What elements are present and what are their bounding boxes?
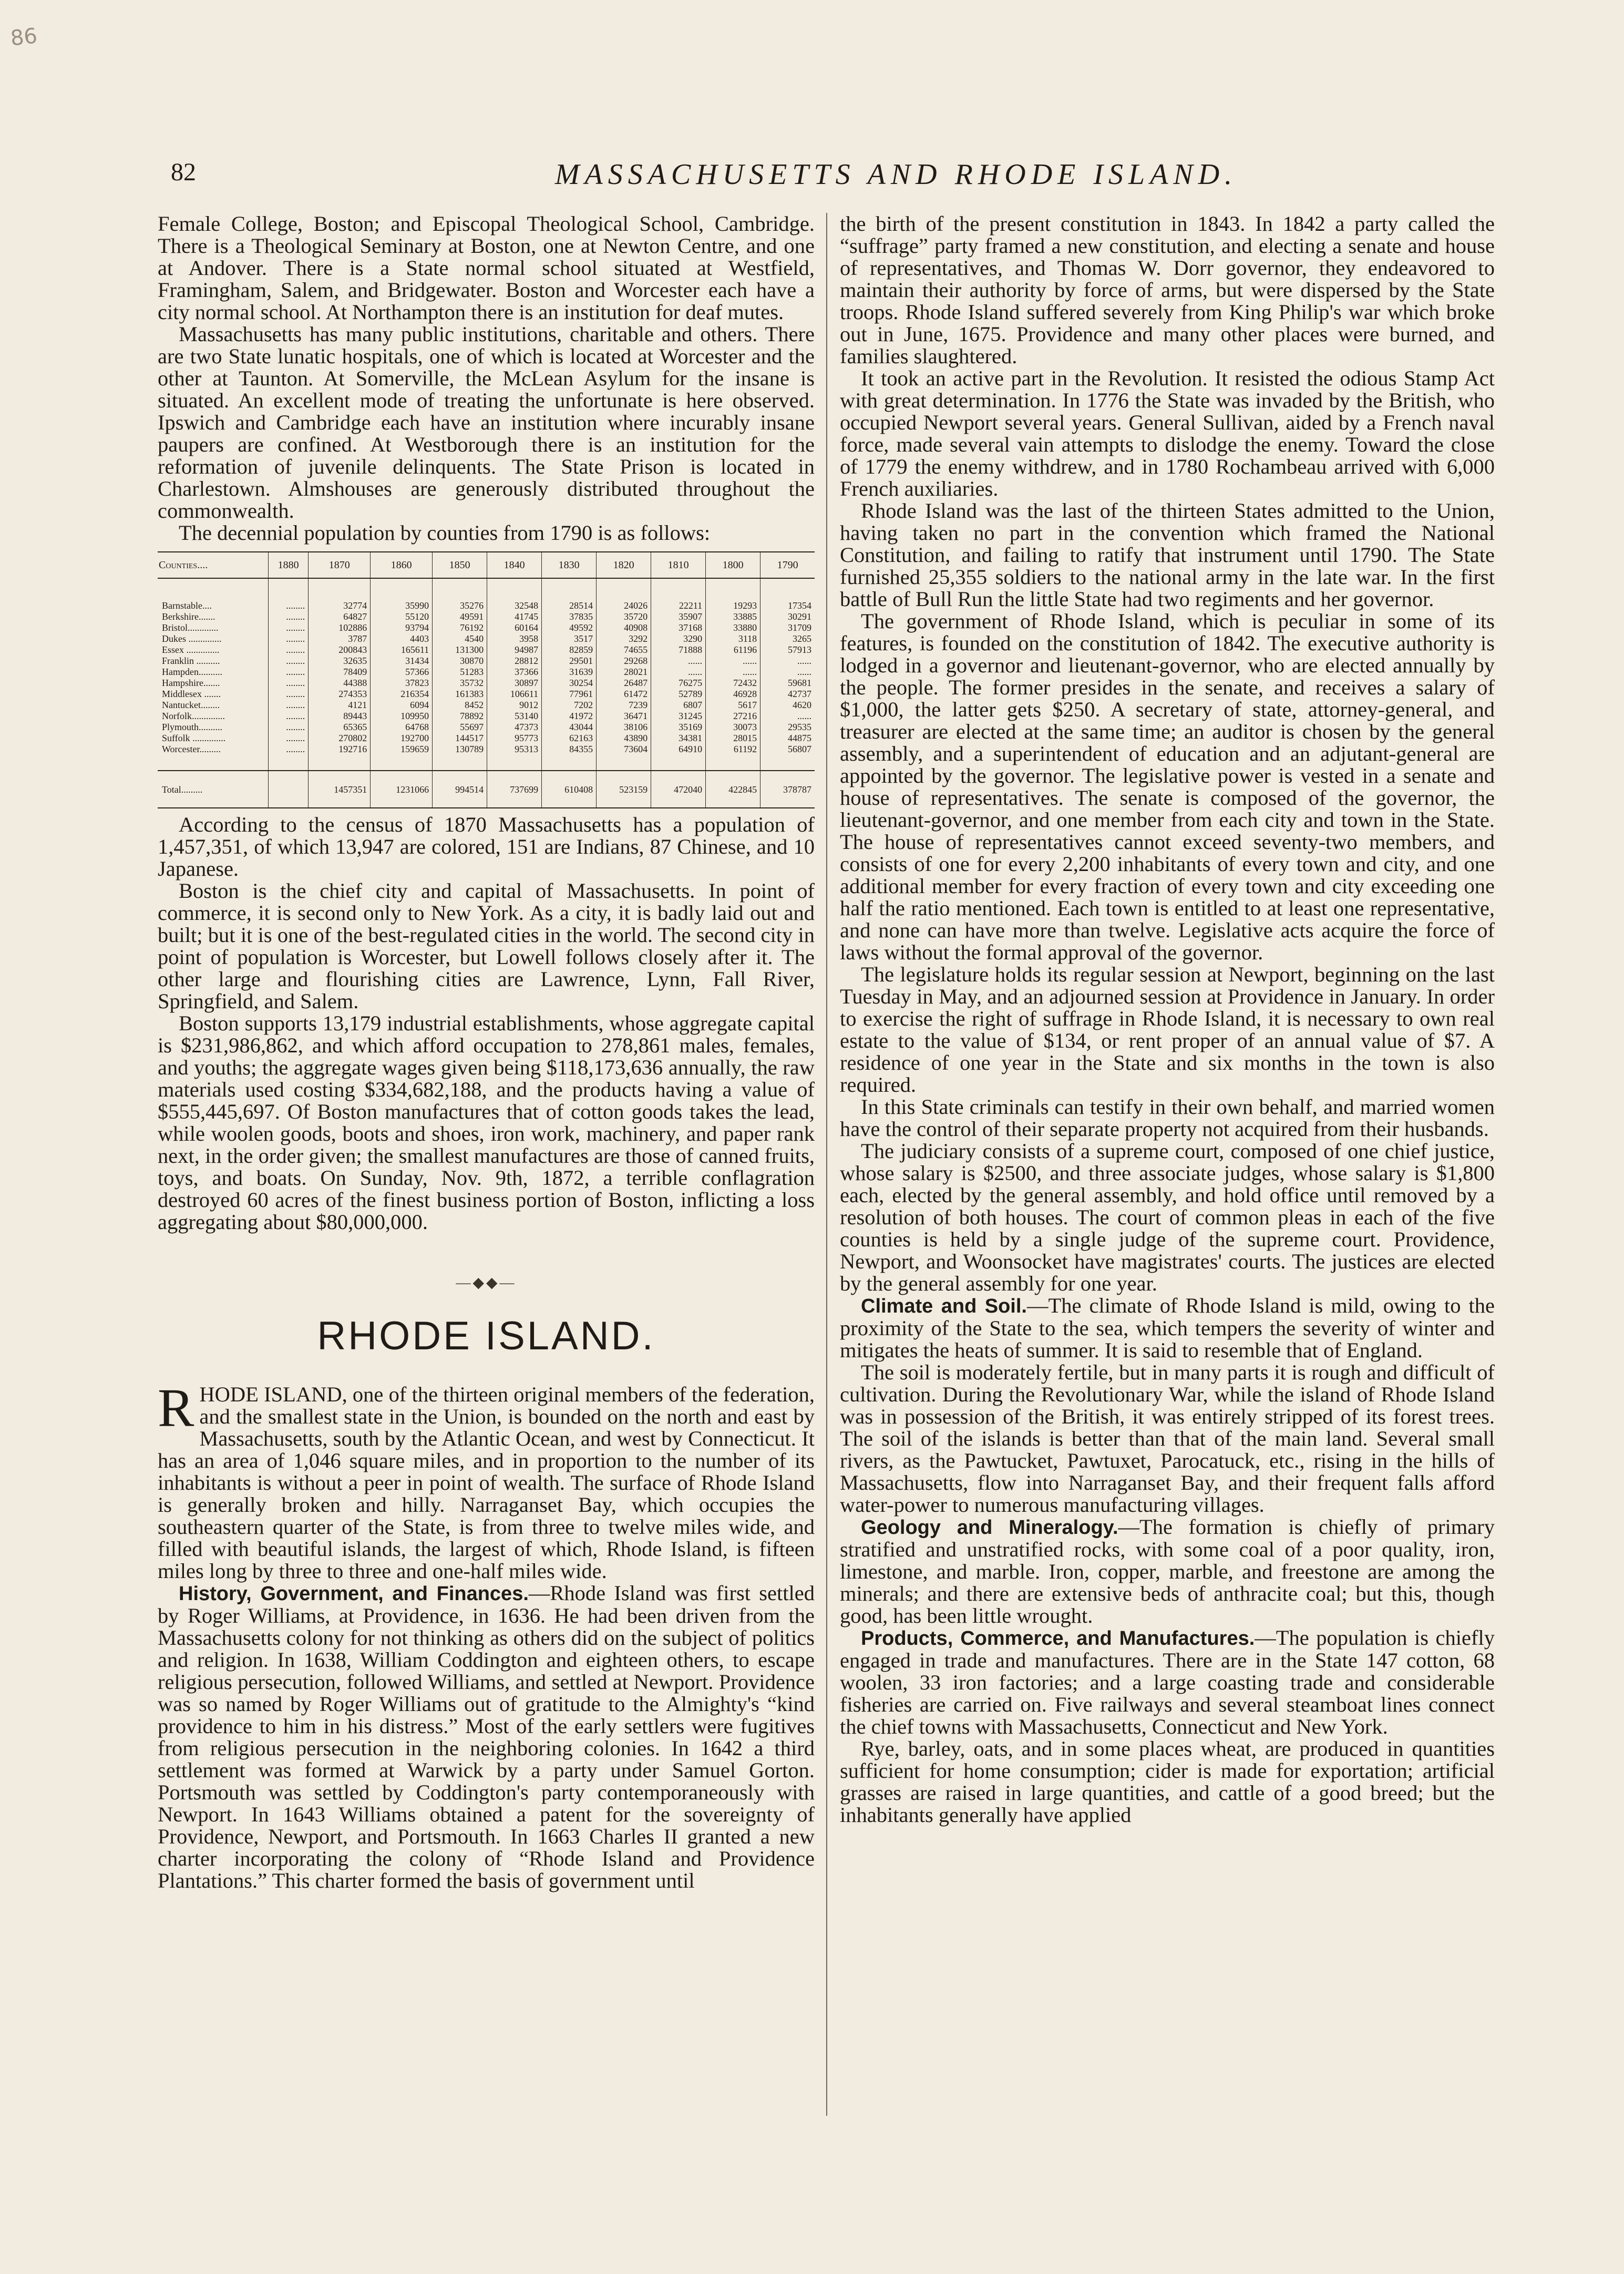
population-cell: 28514 — [542, 578, 597, 611]
population-cell: 82859 — [542, 644, 597, 655]
population-cell: 55120 — [371, 611, 433, 622]
population-cell: 60164 — [487, 622, 542, 633]
col-header: 1820 — [597, 552, 651, 578]
paragraph-text: —Rhode Island was first settled by Roger Williams, at Providence, in 1636. He had been driven from the Massachusetts colony for not thinking as others did on the subject of politics and religion. In 1638, William Coddington and eighteen others, to escape religious persecution, followed Williams, and settled at Newport. Providence was so named by Roger Williams out of gratitude to the Almighty's “kind providence to him in his distress.” Most of the early settlers were fugitives from religious persecution in the neighboring colonies. In 1642 a third settlement was formed at Warwick by a party under Samuel Gorton. Portsmouth was settled by Coddington's party contemporaneously with Newport. In 1643 Williams obtained a patent for the sovereignty of Providence, Newport, and Portsmouth. In 1663 Charles II granted a new charter incorporating the colony of “Rhode Island and Providence Plantations.” This charter formed the basis of government until — [158, 1581, 815, 1892]
population-cell: ........ — [269, 666, 309, 677]
population-cell: 49591 — [433, 611, 487, 622]
population-cell: 161383 — [433, 688, 487, 699]
population-cell: 40908 — [597, 622, 651, 633]
paragraph: Boston supports 13,179 industrial establishments, whose aggregate capital is $231,986,862, and which afford occupation to 278,861 males, females, and youths; the aggregate wages given being $118,173,636 annually, the raw materials used costing $334,682,188, and the products having a value of $555,445,697. Of Boston manufactures that of cotton goods takes the lead, while woolen goods, boots and shoes, iron work, machinery, and paper rank next, in the order given; the smallest manufactures are those of canned fruits, toys, and boats. On Sunday, Nov. 9th, 1872, a terrible conflagration destroyed 60 acres of the finest business portion of Boston, inflicting a loss aggregating about $80,000,000. — [158, 1011, 815, 1234]
population-cell: 28015 — [706, 732, 760, 743]
population-table — [158, 552, 815, 807]
right-column — [840, 213, 1495, 1826]
paragraph-text: —The population is chiefly engaged in trade and manufactures. There are in the State 147 cotton, 68 woolen, 33 iron factories; and a large coasting trade and considerable fisheries are carried on. Five railways and several steamboat lines connect the chief towns with Massachusetts, Connecticut and New York. — [840, 1626, 1495, 1738]
population-cell: 7239 — [597, 699, 651, 710]
paragraph: Massachusetts has many public institutions, charitable and others. There are two State lunatic hospitals, one of which is located at Worcester and the other at Taunton. At Somerville, the McLean Asylum for the insane is situated. An excellent mode of treating the unfortunate is here observed. Ipswich and Cambridge each have an institution where incurably insane paupers are confined. At Westborough there is an institution for the reformation of juvenile delinquents. The State Prison is located in Charlestown. Almshouses are generously distributed throughout the commonwealth. — [158, 322, 815, 523]
population-cell: ...... — [706, 655, 760, 666]
population-cell: ........ — [269, 699, 309, 710]
paragraph-dropcap — [158, 1378, 815, 1583]
population-cell: 41972 — [542, 710, 597, 721]
population-cell: 35907 — [651, 611, 706, 622]
population-cell: 76275 — [651, 677, 706, 688]
county-name-cell: Hampden.......... — [162, 666, 222, 677]
population-cell: 200843 — [309, 644, 371, 655]
population-cell: 109950 — [371, 710, 433, 721]
population-cell: 274353 — [309, 688, 371, 699]
col-header: 1800 — [706, 552, 760, 578]
population-cell: ........ — [269, 710, 309, 721]
col-header: 1830 — [542, 552, 597, 578]
col-header: Counties.... — [158, 552, 269, 578]
population-cell: 32635 — [309, 655, 371, 666]
pencil-margin-note: 86 — [9, 24, 39, 51]
paragraph — [158, 1582, 815, 1892]
table-row — [158, 688, 815, 699]
paragraph: The decennial population by counties from 1790 is as follows: — [179, 521, 711, 545]
population-cell: 37366 — [487, 666, 542, 677]
population-cell: 61472 — [597, 688, 651, 699]
county-name-cell: Middlesex ....... — [162, 688, 221, 699]
population-cell: ........ — [269, 644, 309, 655]
paragraph: In this State criminals can testify in their own behalf, and married women have the control of their separate property not acquired from their husbands. — [840, 1095, 1495, 1141]
population-cell: 52789 — [651, 688, 706, 699]
col-header: 1840 — [487, 552, 542, 578]
population-cell: 30897 — [487, 677, 542, 688]
population-cell: 44875 — [760, 732, 815, 743]
population-cell: 30073 — [706, 721, 760, 732]
population-cell: 35276 — [433, 578, 487, 611]
county-name-cell: Franklin .......... — [162, 655, 220, 666]
population-cell: 144517 — [433, 732, 487, 743]
table-row — [158, 677, 815, 688]
population-cell: 29501 — [542, 655, 597, 666]
population-cell: 22211 — [651, 578, 706, 611]
table-row — [158, 710, 815, 721]
paragraph: The government of Rhode Island, which is peculiar in some of its features, is founded on the constitution of 1842. The executive authority is lodged in a governor and lieutenant-governor, who are elected annually by the people. The former presides in the senate, and receives a salary of $1,000, the latter gets $250. A secretary of state, attorney-general, and treasurer are elected at the same time; an auditor is chosen by the general assembly, and a superintendent of education and an adjutant-general are appointed by the governor. The legislative power is vested in a senate and house of representatives. The senate is composed of the governor, the lieutenant-governor, and one member from each city and town in the State. The house of representatives cannot exceed seventy-two members, and consists of one for every 2,200 inhabitants of every town and city, and one additional member for every fraction of every town and city exceeding one half the ratio mentioned. Each town is entitled to at least one representative, and none can have more than twelve. Legislative acts acquire the force of laws without the formal approval of the governor. — [840, 609, 1495, 964]
col-header: 1880 — [269, 552, 309, 578]
table-row — [158, 622, 815, 633]
page-header — [171, 158, 1485, 200]
population-cell: 77961 — [542, 688, 597, 699]
population-cell: 43890 — [597, 732, 651, 743]
population-cell: 35990 — [371, 578, 433, 611]
table-total-row — [158, 771, 815, 807]
population-cell: 30254 — [542, 677, 597, 688]
population-cell: 41745 — [487, 611, 542, 622]
total-cell: 737699 — [487, 771, 542, 807]
population-cell: 51283 — [433, 666, 487, 677]
table-row — [158, 655, 815, 666]
col-header: 1810 — [651, 552, 706, 578]
paragraph — [840, 1627, 1495, 1738]
population-cell: 73604 — [597, 743, 651, 771]
paragraph: The legislature holds its regular session at Newport, beginning on the last Tuesday in May, and an adjourned session at Providence in January. In order to exercise the right of suffrage in Rhode Island, it is necessary to own real estate to the value of $134, or rent proper of an annual value of $7. A residence of one year in the State and six months in the town is also required. — [840, 962, 1495, 1097]
population-cell: 102886 — [309, 622, 371, 633]
population-cell: 84355 — [542, 743, 597, 771]
population-cell: 159659 — [371, 743, 433, 771]
page-number: 82 — [171, 158, 196, 186]
population-cell: ........ — [269, 688, 309, 699]
population-cell: 65365 — [309, 721, 371, 732]
total-cell: 523159 — [597, 771, 651, 807]
left-column — [158, 213, 815, 1892]
population-cell: 42737 — [760, 688, 815, 699]
population-cell: 62163 — [542, 732, 597, 743]
population-cell: 64768 — [371, 721, 433, 732]
paragraph — [840, 1295, 1495, 1361]
paragraph: Female College, Boston; and Episcopal Theological School, Cambridge. There is a Theological Seminary at Boston, one at Newton Centre, and one at Andover. There is a State normal school situated at Westfield, Framingham, Salem, and Bridgewater. Boston and Worcester each have a city normal school. At Northampton there is an institution for deaf mutes. — [158, 212, 815, 324]
table-row — [158, 633, 815, 644]
total-cell: 1231066 — [371, 771, 433, 807]
total-cell: 472040 — [651, 771, 706, 807]
population-cell: 49592 — [542, 622, 597, 633]
paragraph: Rhode Island was the last of the thirteen States admitted to the Union, having taken no part in the convention which framed the National Constitution, and failing to ratify that instrument until 1790. The State furnished 25,355 soldiers to the national army in the late war. In the first battle of Bull Run the little State had two regiments and her governor. — [840, 499, 1495, 611]
population-cell: 6807 — [651, 699, 706, 710]
table-body — [158, 578, 815, 807]
population-cell: ...... — [706, 666, 760, 677]
population-cell: 27216 — [706, 710, 760, 721]
subsection-heading: Geology and Mineralogy. — [861, 1517, 1118, 1539]
population-cell: 24026 — [597, 578, 651, 611]
population-cell: 95313 — [487, 743, 542, 771]
population-cell: 89443 — [309, 710, 371, 721]
paragraph: the birth of the present constitution in 1843. In 1842 a party called the “suffrage” party framed a new constitution, and electing a senate and house of representatives, and Thomas W. Dorr governor, they endeavored to maintain their authority by force of arms, but were dispersed by the State troops. Rhode Island suffered severely from King Philip's war which broke out in June, 1675. Providence and many other places were burned, and families slaughtered. — [840, 212, 1495, 368]
population-cell: ........ — [269, 633, 309, 644]
population-cell: 30870 — [433, 655, 487, 666]
population-cell: 106611 — [487, 688, 542, 699]
population-cell: ...... — [651, 655, 706, 666]
table-row — [158, 611, 815, 622]
county-name-cell: Dukes .............. — [162, 633, 222, 644]
population-cell: 94987 — [487, 644, 542, 655]
population-cell: 53140 — [487, 710, 542, 721]
population-table-wrapper — [158, 551, 815, 808]
col-header: 1870 — [309, 552, 371, 578]
population-cell: 47373 — [487, 721, 542, 732]
column-divider — [826, 213, 827, 2116]
total-cell: 422845 — [706, 771, 760, 807]
paragraph-text: HODE ISLAND, one of the thirteen original members of the federation, and the smallest state in the Union, is bounded on the north and east by Massachusetts, south by the Atlantic Ocean, and west by Connecticut. It has an area of 1,046 square miles, and in proportion to the number of its inhabitants is without a peer in point of wealth. The surface of Rhode Island is generally broken and hilly. Narraganset Bay, which occupies the southeastern quarter of the State, is from three to twelve miles wide, and filled with beautiful islands, the largest of which, Rhode Island, is fifteen miles long by three to three and one-half miles wide. — [158, 1382, 815, 1583]
population-cell: 35732 — [433, 677, 487, 688]
population-cell: 93794 — [371, 622, 433, 633]
table-header-row — [158, 552, 815, 578]
population-cell: 4540 — [433, 633, 487, 644]
population-cell: 7202 — [542, 699, 597, 710]
population-cell: 31434 — [371, 655, 433, 666]
paragraph — [840, 1516, 1495, 1627]
population-cell: 61196 — [706, 644, 760, 655]
population-cell: 31709 — [760, 622, 815, 633]
population-cell: 270802 — [309, 732, 371, 743]
population-cell: 4121 — [309, 699, 371, 710]
population-cell: 37835 — [542, 611, 597, 622]
table-row — [158, 699, 815, 710]
county-name-cell: Norfolk.............. — [162, 710, 225, 721]
paragraph-text: —The formation is chiefly of primary stratified and unstratified rocks, with some coal of a poor quality, iron, limestone, and marble. Iron, copper, marble, and freestone are among the minerals; and there are extensive beds of anthracite coal; but this, though good, has been little wrought. — [840, 1515, 1495, 1627]
population-cell: 33880 — [706, 622, 760, 633]
population-cell: 56807 — [760, 743, 815, 771]
population-cell: 35169 — [651, 721, 706, 732]
col-header: 1850 — [433, 552, 487, 578]
population-cell: 3517 — [542, 633, 597, 644]
paragraph: Boston is the chief city and capital of Massachusetts. In point of commerce, it is second only to New York. As a city, it is badly laid out and built; but it is one of the best-regulated cities in the world. The second city in point of population is Worcester, but Lowell follows closely after it. The other large and flourishing cities are Lawrence, Lynn, Fall River, Springfield, and Salem. — [158, 879, 815, 1013]
total-cell — [269, 771, 309, 807]
table-row — [158, 578, 815, 611]
table-row — [158, 732, 815, 743]
county-name-cell: Essex .............. — [162, 644, 220, 655]
drop-cap-letter: R — [158, 1378, 194, 1438]
paragraph-text: —The climate of Rhode Island is mild, owing to the proximity of the State to the sea, which tempers the severity of winter and mitigates the heats of summer. It is said to resemble that of England. — [840, 1294, 1495, 1362]
population-cell: 3292 — [597, 633, 651, 644]
total-label-cell: Total......... — [158, 771, 269, 807]
population-cell: 76192 — [433, 622, 487, 633]
population-cell: 6094 — [371, 699, 433, 710]
county-name-cell: Bristol............. — [162, 622, 219, 633]
population-cell: 38106 — [597, 721, 651, 732]
population-cell: 19293 — [706, 578, 760, 611]
population-cell: 59681 — [760, 677, 815, 688]
population-cell: 192716 — [309, 743, 371, 771]
population-cell: ........ — [269, 677, 309, 688]
population-cell: 78892 — [433, 710, 487, 721]
population-cell: 3290 — [651, 633, 706, 644]
population-cell: ...... — [760, 655, 815, 666]
population-cell: 130789 — [433, 743, 487, 771]
population-cell: 4403 — [371, 633, 433, 644]
running-head: MASSACHUSETTS AND RHODE ISLAND. — [554, 158, 1238, 191]
population-cell: 71888 — [651, 644, 706, 655]
population-cell: 4620 — [760, 699, 815, 710]
population-cell: 34381 — [651, 732, 706, 743]
col-header: 1790 — [760, 552, 815, 578]
paragraph: Rye, barley, oats, and in some places wheat, are produced in quantities sufficient for home consumption; cider is made for exportation; artificial grasses are raised in large quantities, and cattle of a good breed; but the inhabitants generally have applied — [840, 1737, 1495, 1827]
population-cell: 216354 — [371, 688, 433, 699]
population-cell: 3265 — [760, 633, 815, 644]
population-cell: 35720 — [597, 611, 651, 622]
section-title: RHODE ISLAND. — [317, 1314, 655, 1358]
total-cell: 378787 — [760, 771, 815, 807]
population-cell: ...... — [760, 666, 815, 677]
population-cell: ........ — [269, 611, 309, 622]
paragraph: According to the census of 1870 Massachusetts has a population of 1,457,351, of which 13,947 are colored, 151 are Indians, 87 Chinese, and 10 Japanese. — [158, 813, 815, 880]
population-cell: 131300 — [433, 644, 487, 655]
population-cell: 17354 — [760, 578, 815, 611]
population-cell: 64827 — [309, 611, 371, 622]
county-name-cell: Worcester......... — [162, 743, 221, 754]
table-row — [158, 644, 815, 655]
total-cell: 610408 — [542, 771, 597, 807]
total-cell: 994514 — [433, 771, 487, 807]
table-row — [158, 721, 815, 732]
population-cell: 36471 — [597, 710, 651, 721]
population-cell: ........ — [269, 732, 309, 743]
population-cell: 3958 — [487, 633, 542, 644]
population-cell: 8452 — [433, 699, 487, 710]
population-cell: ...... — [760, 710, 815, 721]
population-cell: 165611 — [371, 644, 433, 655]
table-row — [158, 743, 815, 771]
population-cell: 31639 — [542, 666, 597, 677]
population-cell: 43044 — [542, 721, 597, 732]
population-cell: 33885 — [706, 611, 760, 622]
population-cell: 37823 — [371, 677, 433, 688]
population-cell: 37168 — [651, 622, 706, 633]
population-cell: ........ — [269, 721, 309, 732]
population-cell: 28021 — [597, 666, 651, 677]
population-cell: 32774 — [309, 578, 371, 611]
population-cell: 31245 — [651, 710, 706, 721]
population-cell: ........ — [269, 655, 309, 666]
table-row — [158, 666, 815, 677]
population-cell: 55697 — [433, 721, 487, 732]
population-cell: 28812 — [487, 655, 542, 666]
population-cell: ........ — [269, 578, 309, 611]
population-cell: 5617 — [706, 699, 760, 710]
subsection-heading: Products, Commerce, and Manufactures. — [861, 1627, 1255, 1650]
population-cell: 3787 — [309, 633, 371, 644]
county-name-cell: Hampshire....... — [162, 677, 220, 688]
subsection-heading: History, Government, and Finances. — [179, 1583, 529, 1605]
paragraph: The soil is moderately fertile, but in many parts it is rough and difficult of cultivation. During the Revolutionary War, while the island of Rhode Island was in possession of the British, it was entirely stripped of its forest trees. The soil of the islands is better than that of the main land. Several small rivers, as the Pawtucket, Pawtuxet, Parocatuck, etc., rising in the hills of Massachusetts, flow into Narraganset Bay, and their frequent falls afford water-power to numerous manufacturing villages. — [840, 1360, 1495, 1517]
population-cell: 46928 — [706, 688, 760, 699]
population-cell: 72432 — [706, 677, 760, 688]
population-cell: ........ — [269, 743, 309, 771]
county-name-cell: Berkshire....... — [162, 611, 215, 622]
population-cell: 57913 — [760, 644, 815, 655]
population-cell: 61192 — [706, 743, 760, 771]
population-cell: 29268 — [597, 655, 651, 666]
total-cell: 1457351 — [309, 771, 371, 807]
col-header: 1860 — [371, 552, 433, 578]
paragraph: The judiciary consists of a supreme court, composed of one chief justice, whose salary is $2500, and three associate judges, whose salary is $1,800 each, elected by the general assembly, and hold office until removed by a resolution of both houses. The court of common pleas in each of the five counties is held by a single judge of the supreme court. Providence, Newport, and Woonsocket have magistrates' courts. The justices are elected by the general assembly for one year. — [840, 1139, 1495, 1295]
population-cell: 9012 — [487, 699, 542, 710]
population-cell: 192700 — [371, 732, 433, 743]
population-cell: 29535 — [760, 721, 815, 732]
population-cell: 95773 — [487, 732, 542, 743]
section-ornament: —◆◆— — [456, 1275, 517, 1291]
population-cell: 32548 — [487, 578, 542, 611]
population-cell: 44388 — [309, 677, 371, 688]
county-name-cell: Plymouth.......... — [162, 721, 223, 732]
paragraph: It took an active part in the Revolution. It resisted the odious Stamp Act with great determination. In 1776 the State was invaded by the British, who occupied Newport several years. General Sullivan, aided by a French naval force, made several vain attempts to dislodge the enemy. Toward the close of 1779 the enemy withdrew, and in 1780 Rochambeau arrived with 6,000 French auxiliaries. — [840, 366, 1495, 500]
county-name-cell: Nantucket........ — [162, 699, 220, 710]
population-cell: ...... — [651, 666, 706, 677]
county-name-cell: Barnstable.... — [162, 600, 212, 611]
population-cell: 64910 — [651, 743, 706, 771]
population-cell: 26487 — [597, 677, 651, 688]
population-cell: 30291 — [760, 611, 815, 622]
population-cell: 74655 — [597, 644, 651, 655]
subsection-heading: Climate and Soil. — [861, 1295, 1027, 1317]
population-cell: 3118 — [706, 633, 760, 644]
county-name-cell: Suffolk .............. — [162, 732, 226, 743]
population-cell: 57366 — [371, 666, 433, 677]
population-cell: ........ — [269, 622, 309, 633]
population-cell: 78409 — [309, 666, 371, 677]
